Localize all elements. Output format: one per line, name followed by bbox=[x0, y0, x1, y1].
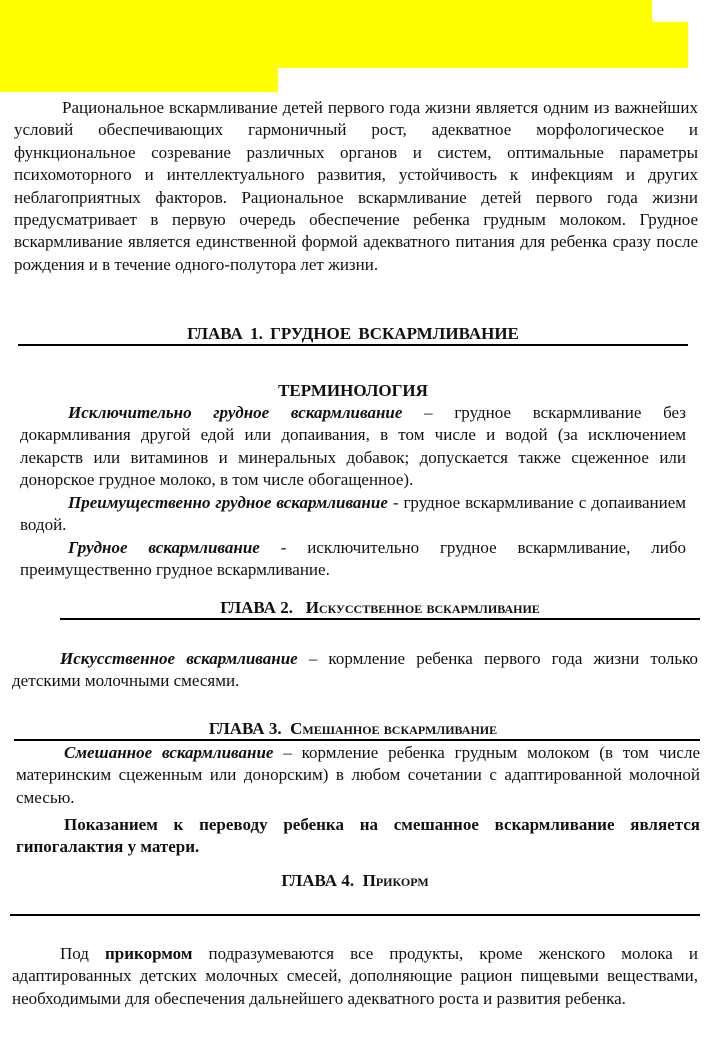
terminology-heading: ТЕРМИНОЛОГИЯ bbox=[278, 381, 428, 400]
chapter-3-heading bbox=[18, 718, 688, 740]
mixed-feeding-indication: Показанием к переводу ребенка на смешанное вскармливание является гипогалактия у матери. bbox=[16, 815, 700, 857]
term-exclusive-paragraph bbox=[20, 402, 686, 492]
artificial-feeding-paragraph bbox=[12, 648, 698, 693]
term-breastfeeding: Грудное вскармливание bbox=[68, 538, 260, 557]
term-predominant-paragraph bbox=[20, 492, 686, 537]
complementary-feeding-paragraph bbox=[12, 943, 698, 1010]
chapter-3-rule bbox=[14, 739, 700, 741]
term-artificial: Искусственное вскармливание bbox=[60, 649, 298, 668]
chapter-1-rule bbox=[18, 344, 688, 346]
mixed-feeding-paragraph bbox=[16, 742, 700, 809]
chapter-4-rule bbox=[10, 914, 700, 916]
term-breastfeeding-paragraph bbox=[20, 537, 686, 582]
chapter-3-number: ГЛАВА 3. bbox=[208, 719, 282, 738]
term-breastfeeding-definition: - исключительно грудное вскармливание, либо преимущественно грудное вскармливание. bbox=[20, 538, 686, 580]
term-mixed-definition: – кормление ребенка грудным молоком (в том числе материнским сцеженным или донорским) в любом сочетании с адаптированной молочной смесью. bbox=[16, 743, 701, 807]
chapter-3-title: Смешанное вскармливание bbox=[290, 719, 498, 738]
intro-paragraph: Рациональное вскармливание детей первого года жизни является одним из важнейших условий обеспечивающих гармоничный рост, адекватное морфологическое и функциональное созревание различных органов и систем, оптимальные параметры психомоторного и интеллектуального развития, устойчивость к инфекциям и других неблагоприятных факторов. Рациональное вскармливание детей первого года жизни предусматривает в первую очередь обеспечение ребенка грудным молоком. Грудное вскармливание является единственной формой адекватного питания для ребенка сразу после рождения и в течение одного-полутора лет жизни. bbox=[14, 98, 698, 274]
term-exclusive-definition: – грудное вскармливание без докармливания другой едой или допаивания, в том числе и водой (за исключением лекарств или витаминов и минеральных добавок; допускается также сцеженное или донорское грудное молоко, в том числе обогащенное). bbox=[20, 403, 686, 490]
chapter-2-rule bbox=[60, 618, 700, 620]
term-artificial-definition: – кормление ребенка первого года жизни только детскими молочными смесями. bbox=[12, 649, 698, 691]
highlight-block-1 bbox=[0, 0, 652, 22]
term-predominant: Преимущественно грудное вскармливание bbox=[68, 493, 388, 512]
complementary-lead: Под bbox=[60, 944, 105, 963]
term-mixed: Смешанное вскармливание bbox=[64, 743, 274, 762]
term-exclusive: Исключительно грудное вскармливание bbox=[68, 403, 403, 422]
chapter-2-heading bbox=[60, 597, 700, 619]
highlight-block-2 bbox=[0, 22, 688, 68]
term-complementary: прикормом bbox=[104, 944, 193, 963]
term-predominant-definition: - грудное вскармливание с допаиванием водой. bbox=[20, 493, 686, 535]
chapter-4-title: Прикорм bbox=[362, 871, 429, 890]
chapter-2-number: ГЛАВА 2. bbox=[220, 598, 293, 617]
chapter-4-heading bbox=[10, 870, 700, 892]
chapter-1-heading: ГЛАВА 1. ГРУДНОЕ ВСКАРМЛИВАНИЕ bbox=[187, 324, 519, 343]
chapter-2-title: Искусственное вскармливание bbox=[305, 598, 540, 617]
term-complementary-definition: подразумеваются все продукты, кроме женского молока и адаптированных детских молочных смесей, дополняющие рацион пищевыми веществами, необходимыми для обеспечения дальнейшего адекватного роста и развития ребенка. bbox=[12, 944, 698, 1008]
chapter-4-number: ГЛАВА 4. bbox=[281, 871, 355, 890]
highlight-block-3 bbox=[0, 68, 278, 92]
